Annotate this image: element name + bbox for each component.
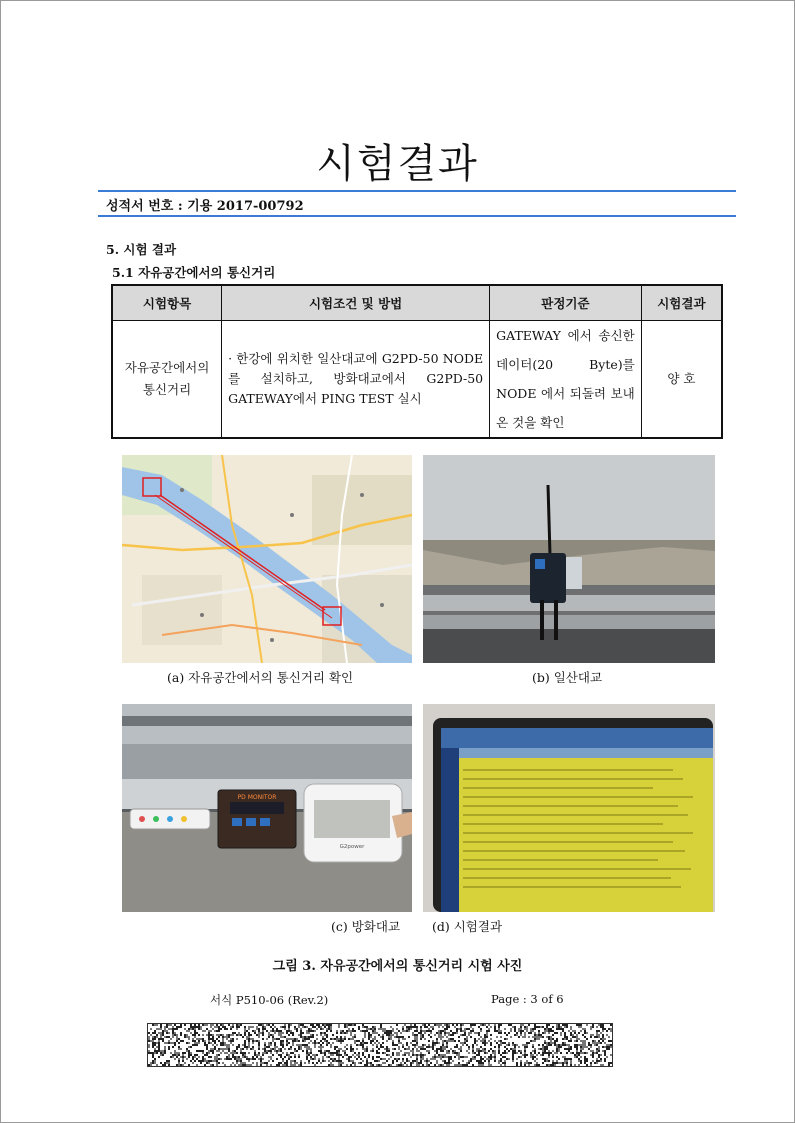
cell-item <box>112 321 222 439</box>
result-table <box>111 284 723 439</box>
header-criteria: 판정기준 <box>490 285 642 321</box>
noise-pattern <box>148 1024 612 1066</box>
bridge-illustration <box>423 455 715 663</box>
cell-method: · 한강에 위치한 일산대교에 G2PD-50 NODE를 설치하고, 방화대교에서 G2PD-50 GATEWAY에서 PING TEST 실시 <box>222 321 490 439</box>
device-label: G2power <box>339 844 365 850</box>
form-id: 서식 P510-06 (Rev.2) <box>210 993 329 1007</box>
header-result: 시험결과 <box>641 285 722 321</box>
caption-d: (d) 시험결과 <box>432 919 503 934</box>
header-method: 시험조건 및 방법 <box>222 285 490 321</box>
header-item: 시험항목 <box>112 285 222 321</box>
ilsan-bridge-photo <box>423 455 715 663</box>
cell-item-line1: 자유공간에서의 <box>124 360 210 375</box>
top-rule <box>98 190 736 192</box>
security-pattern <box>147 1023 613 1067</box>
page-title: 시험결과 <box>316 141 479 187</box>
map-illustration <box>122 455 412 663</box>
report-number: 성적서 번호 : 기용 2017-00792 <box>106 199 304 214</box>
banghwa-bridge-photo <box>122 704 412 912</box>
figure-caption: 그림 3. 자유공간에서의 통신거리 시험 사진 <box>272 959 523 974</box>
gateway-illustration <box>122 704 412 912</box>
map-photo <box>122 455 412 663</box>
monitor-label: PD MONITOR <box>237 794 277 801</box>
section-heading: 5. 시험 결과 <box>106 242 177 257</box>
caption-b: (b) 일산대교 <box>532 670 603 685</box>
cell-criteria: GATEWAY 에서 송신한 데이터(20 Byte)를 NODE 에서 되돌려 보내온 것을 확인 <box>490 321 642 439</box>
page-number: Page : 3 of 6 <box>491 992 564 1006</box>
cell-item-line2: 통신거리 <box>142 382 192 397</box>
test-result-photo <box>423 704 715 912</box>
screen-illustration <box>423 704 715 912</box>
cell-result: 양 호 <box>641 321 722 439</box>
table-row <box>112 321 722 439</box>
caption-c: (c) 방화대교 <box>331 919 401 934</box>
table-header-row <box>112 285 722 321</box>
subsection-heading: 5.1 자유공간에서의 통신거리 <box>112 265 276 280</box>
bottom-rule <box>98 215 736 217</box>
caption-a: (a) 자유공간에서의 통신거리 확인 <box>167 670 354 685</box>
